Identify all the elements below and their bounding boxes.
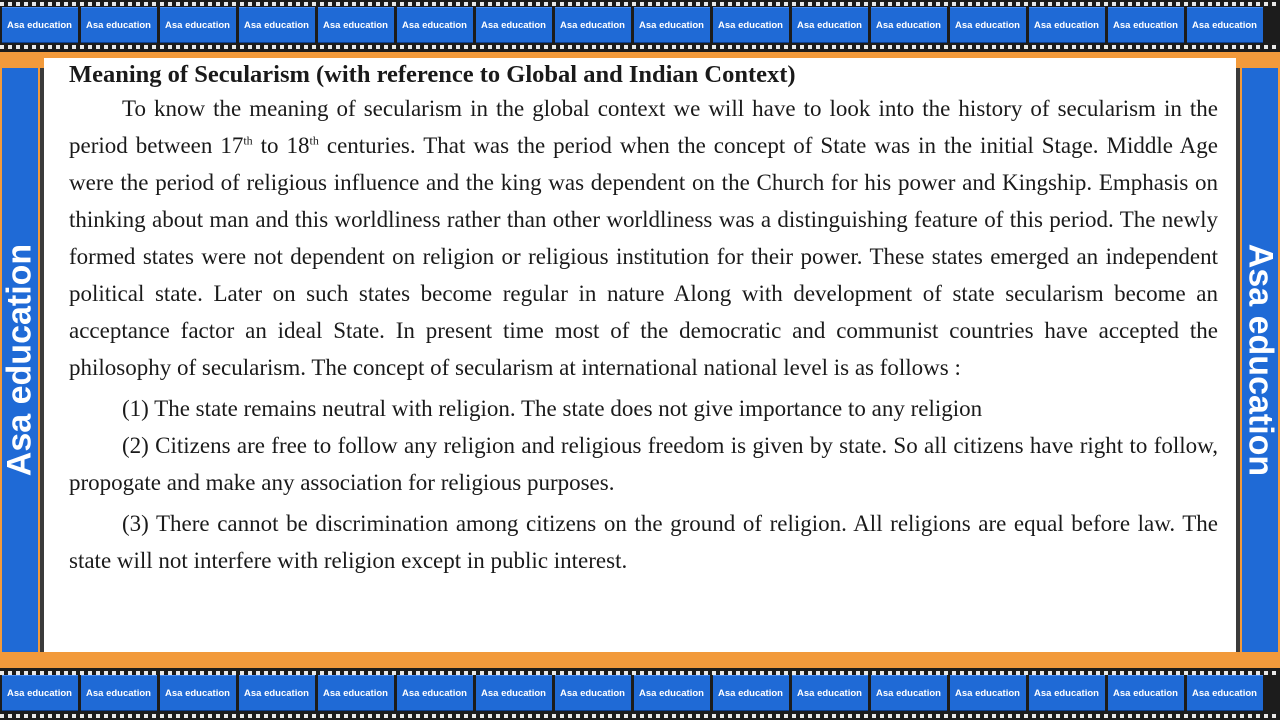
orange-band [0,652,1280,668]
film-frame-label: Asa education [160,7,236,43]
film-frame-label: Asa education [1029,675,1105,711]
film-frame-label: Asa education [555,675,631,711]
film-frame-label: Asa education [239,675,315,711]
film-frame-label: Asa education [1108,675,1184,711]
film-frame-label: Asa education [713,7,789,43]
film-frame-label: Asa education [555,7,631,43]
film-frame-label: Asa education [160,675,236,711]
film-frame-label: Asa education [1029,7,1105,43]
film-frame-label: Asa education [397,675,473,711]
superscript: th [309,133,319,148]
film-frame-label: Asa education [476,675,552,711]
film-frame-label: Asa education [318,7,394,43]
film-frame-label: Asa education [397,7,473,43]
film-frame-label: Asa education [950,7,1026,43]
film-frame-label: Asa education [476,7,552,43]
right-banner [1240,68,1280,652]
film-frame-label: Asa education [81,675,157,711]
page-title: Meaning of Secularism (with reference to Global and Indian Context) [69,61,796,88]
film-frame-label: Asa education [1108,7,1184,43]
document-page [44,58,1236,664]
film-frame-label: Asa education [634,7,710,43]
film-frame-label: Asa education [950,675,1026,711]
film-perforations [0,45,1280,49]
banner-text: Asa education [1241,243,1280,477]
film-frame-label: Asa education [792,7,868,43]
point-2: (2) Citizens are free to follow any religion and religious freedom is given by state. So all citizens have right to follow, propogate and make any association for religious purposes. [69,433,1218,495]
film-frame-label: Asa education [318,675,394,711]
film-frame-label: Asa education [1187,675,1263,711]
film-frame-label: Asa education [871,7,947,43]
superscript: th [243,133,253,148]
left-banner [0,68,40,652]
intro-paragraph [69,90,1218,386]
film-frame-label: Asa education [239,7,315,43]
point-1: (1) The state remains neutral with religion. The state does not give importance to any religion [122,396,983,421]
intro-text: to 18 [252,133,310,158]
film-perforations [0,714,1280,718]
film-frames [0,6,1280,44]
film-frame-label: Asa education [1187,7,1263,43]
film-frame-label: Asa education [2,675,78,711]
bottom-film-strip [0,668,1280,720]
point-3: (3) There cannot be discrimination among citizens on the ground of religion. All religions are equal before law. The state will not interfere with religion except in public interest. [69,511,1218,573]
film-frame-label: Asa education [792,675,868,711]
film-frame-label: Asa education [2,7,78,43]
top-film-strip [0,0,1280,52]
intro-text: To know the meaning of secularism in the global context we will have to look into the history of secularism in the period between 17 [69,96,1218,158]
banner-text: Asa education [0,243,39,477]
film-frames [0,674,1280,712]
film-frame-label: Asa education [871,675,947,711]
intro-text: centuries. That was the period when the concept of State was in the initial Stage. Middle Age were the period of religious influence and the king was dependent on the Church for his power and Kingship. Emphasis on thinking about man and this worldliness rather than other worldliness was a distinguishing feature of this period. The newly formed states were not dependent on religion or religious institution for their power. These states emerged an independent political state. Later on such states become regular in nature Along with development of state secularism become an acceptance factor an ideal State. In present time most of the democratic and communist countries have accepted the philosophy of secularism. The concept of secularism at international national level is as follows : [69,133,1218,380]
film-frame-label: Asa education [81,7,157,43]
film-frame-label: Asa education [713,675,789,711]
film-frame-label: Asa education [634,675,710,711]
